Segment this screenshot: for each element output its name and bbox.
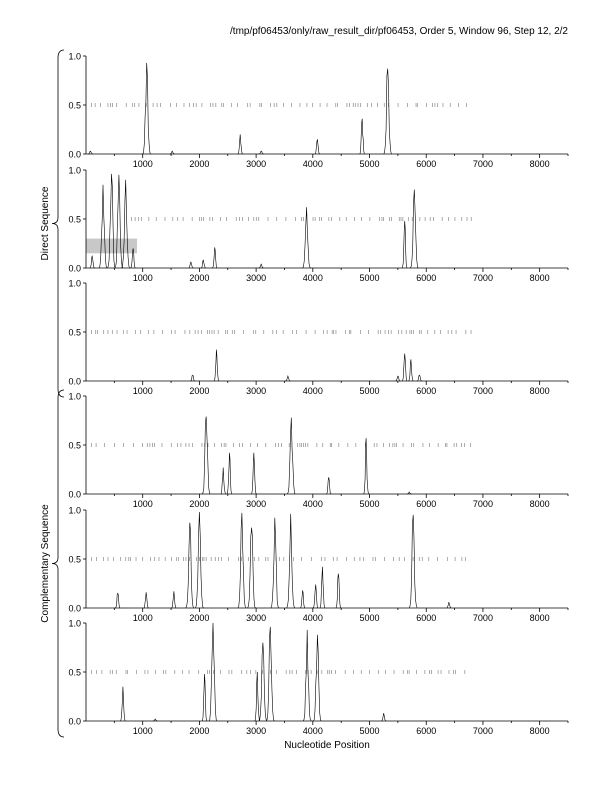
- signal-peak: [364, 438, 369, 494]
- signal-peak: [408, 359, 413, 381]
- x-tick-label: 4000: [302, 273, 323, 283]
- x-tick-label: 4000: [302, 159, 323, 169]
- signal-peak: [259, 643, 267, 721]
- panel-3: [68, 279, 568, 397]
- signal-peak: [122, 180, 130, 268]
- panel-6: [68, 619, 568, 737]
- group-brace: [52, 390, 64, 737]
- x-tick-label: 5000: [359, 613, 380, 623]
- x-tick-label: 6000: [416, 726, 437, 736]
- x-tick-label: 7000: [472, 613, 493, 623]
- signal-peak: [227, 453, 232, 494]
- signal-peak: [384, 69, 392, 154]
- x-tick-label: 6000: [416, 613, 437, 623]
- x-tick-label: 5000: [359, 273, 380, 283]
- x-tick-label: 2000: [189, 726, 210, 736]
- signal-peak: [238, 134, 243, 154]
- group-brace: [52, 50, 64, 397]
- signal-peak: [120, 687, 125, 721]
- signal-peak: [248, 528, 256, 608]
- signal-peak: [188, 262, 193, 268]
- x-tick-label: 1000: [132, 613, 153, 623]
- x-tick-label: 3000: [246, 613, 267, 623]
- x-tick-label: 8000: [529, 613, 550, 623]
- x-tick-label: 3000: [246, 159, 267, 169]
- signal-peak: [99, 185, 107, 268]
- x-tick-label: 2000: [189, 386, 210, 396]
- signal-peak: [313, 635, 321, 721]
- chart-title: /tmp/pf06453/only/raw_result_dir/pf06453, Order 5, Window 96, Step 12, 2/2: [230, 26, 568, 37]
- x-tick-label: 3000: [246, 273, 267, 283]
- y-tick-label: 0.0: [68, 489, 81, 500]
- signal-peak: [238, 513, 246, 608]
- x-tick-label: 8000: [529, 726, 550, 736]
- signal-peak: [271, 518, 279, 608]
- signal-peak: [303, 207, 311, 268]
- signal-peak: [313, 585, 318, 609]
- signal-peak: [300, 590, 305, 608]
- x-tick-label: 2000: [189, 273, 210, 283]
- x-tick-label: 5000: [359, 386, 380, 396]
- x-tick-label: 4000: [302, 726, 323, 736]
- signal-peak: [336, 574, 341, 608]
- x-tick-label: 7000: [472, 726, 493, 736]
- x-tick-label: 8000: [529, 386, 550, 396]
- x-tick-label: 4000: [302, 499, 323, 509]
- x-axis-label: Nucleotide Position: [284, 740, 370, 751]
- x-tick-label: 2000: [189, 159, 210, 169]
- panel-1: [68, 52, 568, 170]
- signal-peak: [90, 256, 95, 268]
- signal-peak: [360, 119, 365, 154]
- x-tick-label: 6000: [416, 499, 437, 509]
- signal-peak: [221, 468, 226, 494]
- panel-4: [68, 392, 568, 510]
- signal-peak: [144, 592, 149, 608]
- x-tick-label: 6000: [416, 386, 437, 396]
- y-tick-label: 0.5: [68, 554, 81, 565]
- group-label: Complementary Sequence: [40, 504, 51, 623]
- signal-peak: [326, 477, 331, 494]
- signal-peak: [212, 247, 217, 268]
- y-tick-label: 0.5: [68, 100, 81, 111]
- signal-peak: [315, 139, 320, 154]
- x-tick-label: 1000: [132, 726, 153, 736]
- signal-peak: [287, 418, 295, 494]
- signal-peak: [251, 453, 256, 494]
- x-tick-label: 7000: [472, 273, 493, 283]
- signal-peak: [402, 354, 407, 381]
- x-tick-label: 7000: [472, 386, 493, 396]
- x-tick-label: 1000: [132, 386, 153, 396]
- signal-peak: [446, 602, 451, 608]
- signal-peak: [115, 175, 123, 268]
- x-tick-label: 5000: [359, 159, 380, 169]
- signal-peak: [259, 264, 264, 268]
- signal-peak: [303, 630, 311, 721]
- panel-5: [68, 506, 568, 624]
- y-tick-label: 0.0: [68, 149, 81, 160]
- signal-peak: [143, 63, 151, 154]
- signal-peak: [417, 375, 422, 381]
- y-tick-label: 1.0: [68, 51, 81, 62]
- signal-peak: [202, 674, 207, 721]
- signal-peak: [170, 151, 175, 154]
- signal-peak: [108, 174, 116, 268]
- y-tick-label: 0.5: [68, 667, 81, 678]
- x-tick-label: 3000: [246, 386, 267, 396]
- x-tick-label: 4000: [302, 613, 323, 623]
- signal-peak: [201, 260, 206, 268]
- y-tick-label: 0.0: [68, 376, 81, 387]
- y-tick-label: 0.5: [68, 214, 81, 225]
- x-tick-label: 6000: [416, 159, 437, 169]
- shaded-region: [86, 239, 137, 254]
- y-tick-label: 0.0: [68, 263, 81, 274]
- panel-2: [68, 166, 568, 284]
- y-tick-label: 0.5: [68, 327, 81, 338]
- signal-peak: [171, 591, 176, 608]
- signal-peak: [395, 376, 400, 381]
- signal-peak: [214, 350, 219, 381]
- y-tick-label: 1.0: [68, 165, 81, 176]
- x-tick-label: 2000: [189, 613, 210, 623]
- x-tick-label: 4000: [302, 386, 323, 396]
- signal-peak: [255, 672, 260, 721]
- x-tick-label: 7000: [472, 499, 493, 509]
- signal-peak: [190, 375, 195, 381]
- signal-peak: [259, 151, 264, 154]
- x-tick-label: 6000: [416, 273, 437, 283]
- x-tick-label: 8000: [529, 499, 550, 509]
- x-tick-label: 1000: [132, 273, 153, 283]
- x-tick-label: 3000: [246, 726, 267, 736]
- y-tick-label: 1.0: [68, 391, 81, 402]
- y-tick-label: 0.5: [68, 440, 81, 451]
- signal-peak: [186, 523, 194, 608]
- signal-peak: [410, 190, 418, 268]
- y-tick-label: 1.0: [68, 278, 81, 289]
- y-tick-label: 1.0: [68, 505, 81, 516]
- signal-peak: [88, 151, 93, 154]
- signal-peak: [285, 376, 290, 381]
- y-tick-label: 1.0: [68, 618, 81, 629]
- signal-peak: [409, 515, 417, 608]
- x-tick-label: 7000: [472, 159, 493, 169]
- group-label: Direct Sequence: [40, 186, 51, 261]
- x-tick-label: 8000: [529, 273, 550, 283]
- signal-peak: [381, 713, 386, 721]
- x-tick-label: 1000: [132, 499, 153, 509]
- x-tick-label: 8000: [529, 159, 550, 169]
- y-tick-label: 0.0: [68, 603, 81, 614]
- signal-peak: [115, 593, 120, 608]
- x-tick-label: 2000: [189, 499, 210, 509]
- signal-peak: [320, 567, 325, 608]
- signal-peak: [202, 417, 210, 494]
- x-tick-label: 5000: [359, 726, 380, 736]
- signal-peak: [402, 221, 407, 268]
- y-tick-label: 0.0: [68, 716, 81, 727]
- x-tick-label: 1000: [132, 159, 153, 169]
- x-tick-label: 5000: [359, 499, 380, 509]
- x-tick-label: 3000: [246, 499, 267, 509]
